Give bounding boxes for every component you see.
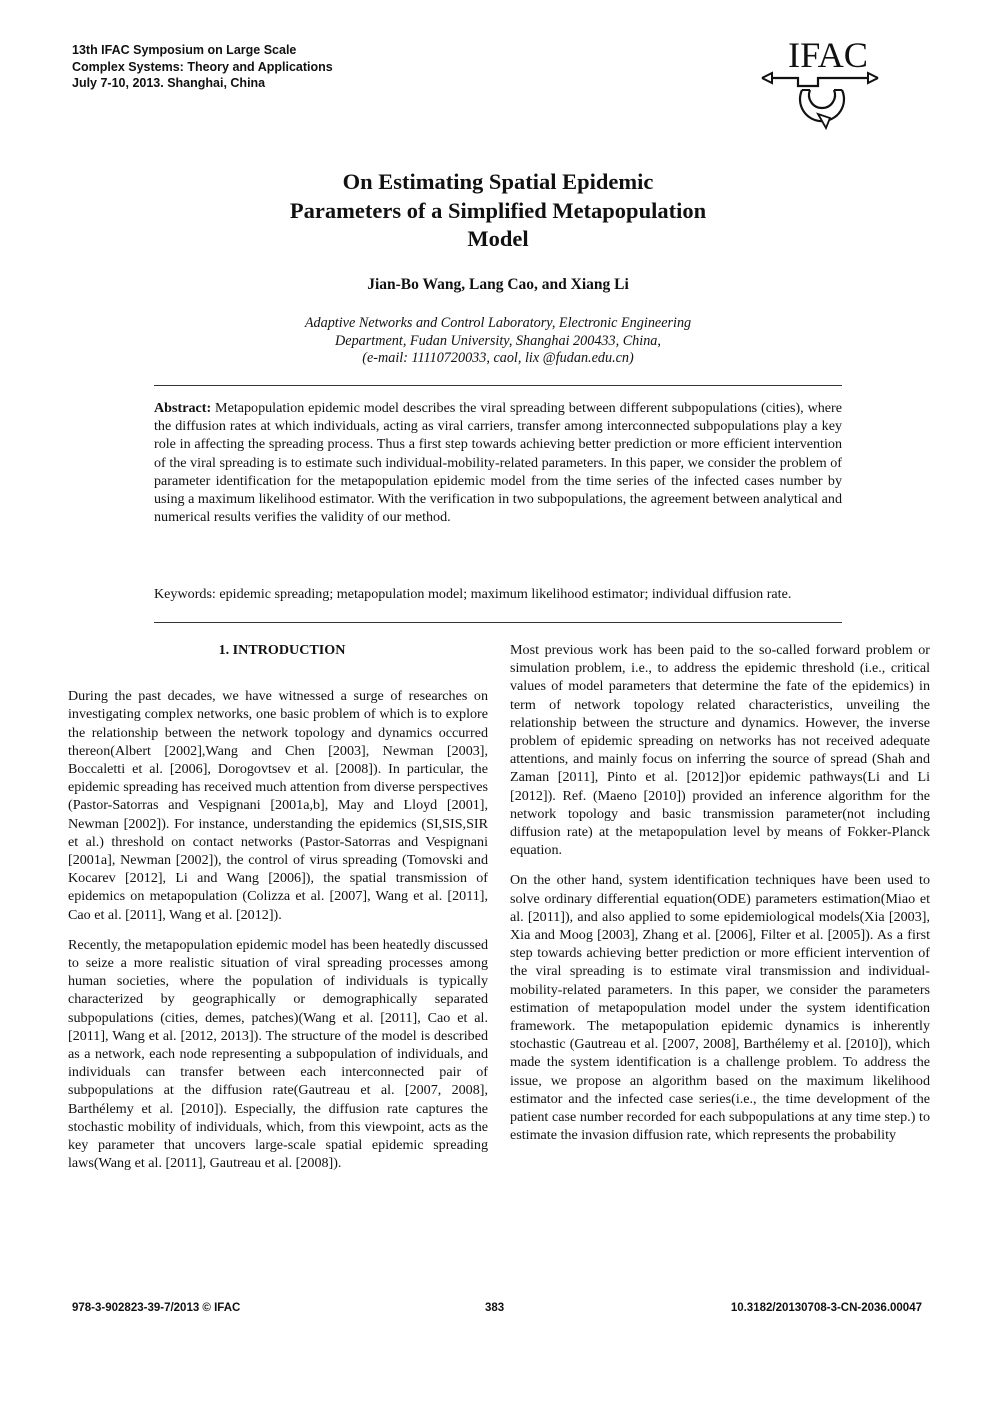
keywords: Keywords: epidemic spreading; metapopulation model; maximum likelihood estimator; individual diffusion rate. [154,586,792,602]
abstract-label: Abstract: [154,400,212,416]
title-line: On Estimating Spatial Epidemic [342,169,654,194]
affiliation-line: (e-mail: 11110720033, caol, lix @fudan.edu.cn) [362,350,634,366]
conference-line: Complex Systems: Theory and Applications [72,59,333,74]
footer-isbn: 978-3-902823-39-7/2013 © IFAC [72,1302,241,1314]
paper-title [180,168,816,254]
ifac-logo-text: IFAC [788,36,868,75]
section-heading: 1. INTRODUCTION [218,642,346,658]
conference-line: 13th IFAC Symposium on Large Scale [72,43,297,57]
conference-info [72,42,333,92]
paragraph: During the past decades, we have witnessed a surge of researches on investigating complex networks, one basic problem of which is to explore the relationship between the network topology and dynamics occurred thereon(Albert [2002],Wang and Chen [2003], Newman [2003], Boccaletti et al. [2006], Dorogovtsev et al. [2008]). In particular, the epidemic spreading has received much attention from diverse perspectives (Pastor-Satorras and Vespignani [2001a,b], May and Lloyd [2001], Newman [2002]). For instance, understanding the epidemics (SI,SIS,SIR et al.) threshold on contact networks (Pastor-Satorras and Vespignani [2001a], Newman [2002]), the control of virus spreading (Tomovski and Kocarev [2012], Li and Wang [2006]), the spatial transmission of epidemics on metapopulation (Colizza et al. [2007], Wang et al. [2011], Cao et al. [2011], Wang et al. [2012]). [68,688,488,923]
ifac-logo [758,36,888,132]
page-number: 383 [485,1302,505,1314]
paragraph: Recently, the metapopulation epidemic model has been heatedly discussed to seize a more realistic situation of viral spreading processes among human societies, where the population of individuals is typically characterized by geographically or demographically separated subpopulations (cities, demes, patches)(Wang et al. [2011], Cao et al. [2011], Wang et al. [2012, 2013]). The structure of the model is described as a network, each node representing a subpopulation of individuals, and individuals can transfer between each interconnected pair of subpopulations at the diffusion rate(Gautreau et al. [2007, 2008], Barthélemy et al. [2010]). Especially, the diffusion rate captures the stochastic mobility of individuals, which, from this viewpoint, acts as the key parameter that uncovers large-scale spatial epidemic spreading laws(Wang et al. [2011], Gautreau et al. [2008]). [68,936,488,1172]
footer-doi: 10.3182/20130708-3-CN-2036.00047 [730,1302,922,1314]
abstract [154,399,842,526]
title-line: Parameters of a Simplified Metapopulation [289,197,707,223]
authors: Jian-Bo Wang, Lang Cao, and Xiang Li [367,276,629,293]
conference-line: July 7-10, 2013. Shanghai, China [72,76,266,90]
title-line: Model [467,226,529,252]
abstract-bottom-rule [154,622,842,623]
affiliation [180,315,816,368]
affiliation-line: Department, Fudan University, Shanghai 200433, China, [335,332,661,349]
left-column [68,641,488,1184]
page-footer [72,1302,922,1318]
right-column [510,641,930,1156]
affiliation-line: Adaptive Networks and Control Laboratory, Electronic Engineering [304,315,692,331]
paragraph: Most previous work has been paid to the so-called forward problem or simulation problem, i.e., to address the epidemic threshold (i.e., critical values of model parameters that determine the fate of the epidemics) in term of network topology related characteristics, unveiling the relationship between the structure and dynamics. However, the inverse problem of epidemic spreading on networks has not received adequate attentions, and mainly focus on inferring the source of spread (Shah and Zaman [2011], Pinto et al. [2012])or epidemic pathways(Li and Li [2012]). Ref. (Maeno [2010]) provided an inference algorithm for the network topology and basic transmission parameter(not including diffusion rate) at the metapopulation level by means of Fokker-Planck equation. [510,642,930,859]
abstract-text: Metapopulation epidemic model describes the viral spreading between different subpopulations (cities), where the diffusion rates at which individuals, acting as viral carriers, transfer among interconnected subpopulations play a key role in affecting the spreading process. Thus a first step towards achieving better prediction or more efficient intervention of the viral spreading is to estimate such individual-mobility-related parameters. In this paper, we consider the problem of parameter identification for the metapopulation epidemic model from the time series of the infected cases number by using a maximum likelihood estimator. With the verification in two subpopulations, the agreement between analytical and numerical results verifies the validity of our method. [154,400,842,526]
abstract-top-rule [154,385,842,386]
paragraph: On the other hand, system identification techniques have been used to solve ordinary differential equation(ODE) parameters estimation(Miao et al. [2011]), and also applied to some epidemiological models(Xia [2003], Xia and Moog [2003], Zhang et al. [2006], Filter et al. [2005]). As a first step towards achieving better prediction or more efficient intervention of the viral spreading is to estimate viral transmission and individual-mobility-related parameters. In this paper, we consider the parameters estimation of metapopulation model under the system identification framework. The metapopulation epidemic dynamics is inherently stochastic (Gautreau et al. [2007, 2008], Barthélemy et al. [2010]), which made the system identification is a challenge problem. To address the issue, we propose an algorithm based on the maximum likelihood estimator and the infected case series(i.e., the time development of the patient case number recorded for each subpopulations at any time step.) to estimate the invasion diffusion rate, which represents the probability [510,872,930,1144]
